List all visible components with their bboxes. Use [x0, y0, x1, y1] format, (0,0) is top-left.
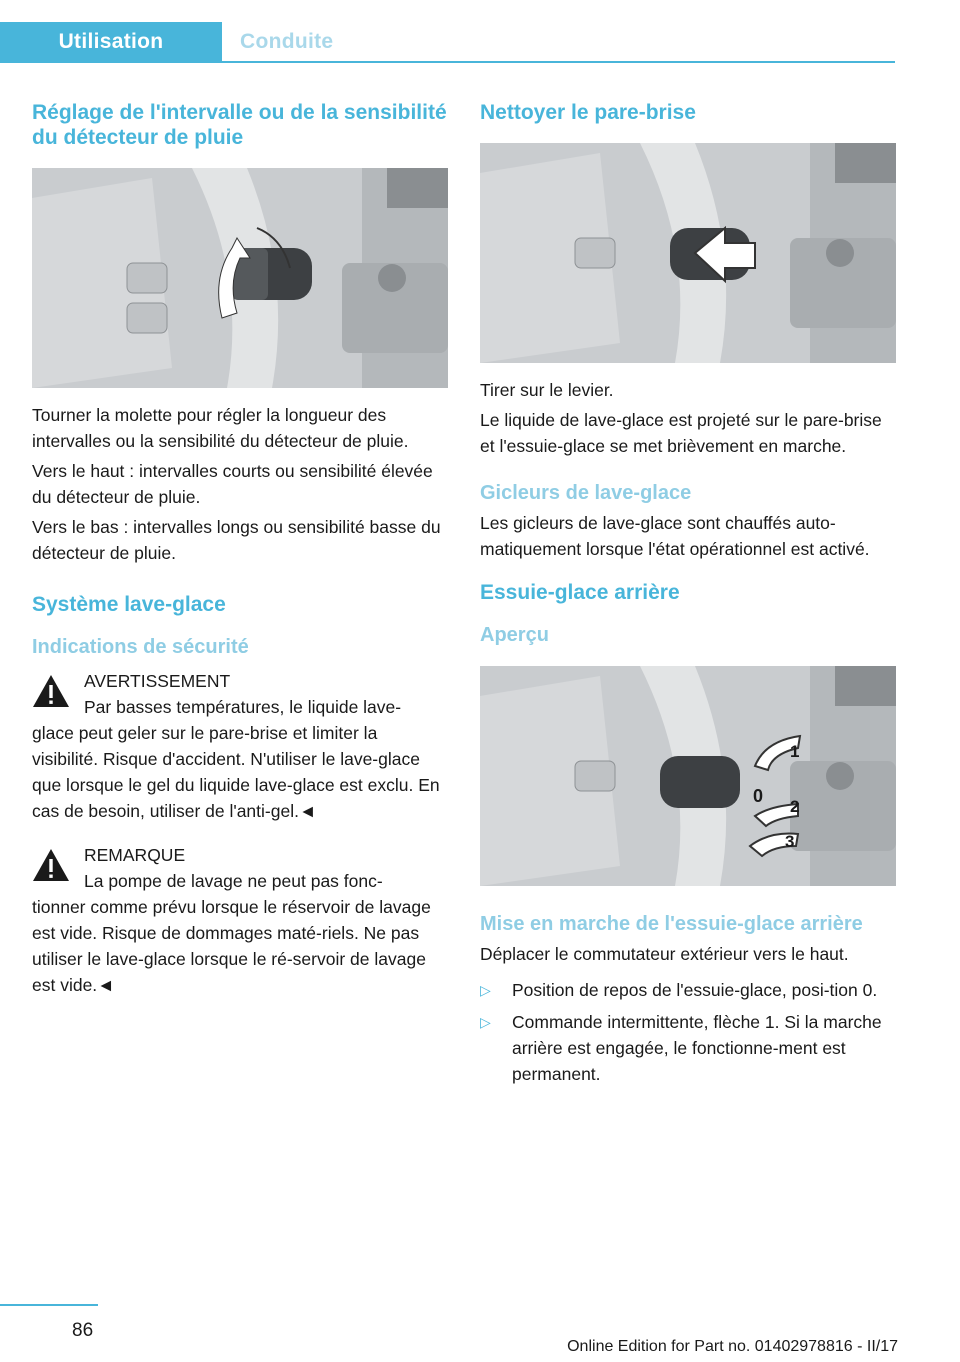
- notice-first-line: La pompe de lavage ne peut pas fonc-: [84, 871, 383, 891]
- figure-label-2: 2: [790, 797, 800, 816]
- subheading-safety: Indications de sécurité: [32, 636, 249, 658]
- list-item-text: Position de repos de l'essuie-glace, posi-tion 0.: [512, 980, 878, 1000]
- paragraph-downwards: Vers le bas : intervalles longs ou sensibilité basse du détecteur de pluie.: [32, 517, 441, 563]
- figure-label-0: 0: [753, 786, 764, 806]
- warning-first-line: Par basses températures, le liquide lave-: [84, 697, 402, 717]
- list-item: [480, 1009, 896, 1087]
- list-item-text: Commande intermittente, flèche 1. Si la marche arrière est engagée, le fonctionne-ment est permanent.: [512, 1012, 882, 1084]
- tab-conduite[interactable]: [240, 22, 333, 62]
- right-column: [480, 100, 896, 1087]
- tab-utilisation[interactable]: [0, 22, 222, 62]
- notice-block: [32, 842, 448, 998]
- triangle-bullet-icon: ▷: [480, 982, 491, 998]
- paragraph-washer-fluid: Le liquide de lave-glace est projeté sur le pare-brise et l'essuie-glace se met brièvement en marche.: [480, 410, 882, 456]
- list-item: [480, 977, 896, 1003]
- warning-title: AVERTISSEMENT: [84, 671, 231, 691]
- paragraph-washer-jets: Les gicleurs de lave-glace sont chauffés auto-matiquement lorsque l'état opérationnel est activé.: [480, 513, 870, 559]
- edition-note: Online Edition for Part no. 01402978816 - II/17: [567, 1338, 898, 1355]
- warning-triangle-icon: [32, 674, 70, 708]
- tab-conduite-label: Conduite: [240, 30, 334, 53]
- subheading-overview: Aperçu: [480, 624, 549, 646]
- photo-rear-wiper-positions: [480, 666, 896, 886]
- subheading-washer-jets: Gicleurs de lave-glace: [480, 482, 692, 504]
- photo-wiper-lever-rotate: [32, 168, 448, 388]
- figure-label-1: 1: [790, 742, 800, 761]
- paragraph-move-switch: Déplacer le commutateur extérieur vers le haut.: [480, 944, 849, 964]
- paragraph-upwards: Vers le haut : intervalles courts ou sensibilité élevée du détecteur de pluie.: [32, 461, 433, 507]
- section-heading-washer-system: Système lave-glace: [32, 593, 226, 616]
- notice-triangle-icon: [32, 848, 70, 882]
- section-heading-rear-wiper: Essuie-glace arrière: [480, 581, 680, 604]
- footer-divider: [0, 1304, 98, 1306]
- figure-label-3: 3: [785, 832, 795, 851]
- page-number: 86: [72, 1320, 94, 1341]
- triangle-bullet-icon: ▷: [480, 1014, 491, 1030]
- paragraph-pull-lever: Tirer sur le levier.: [480, 380, 614, 400]
- section-heading-clean-windscreen: Nettoyer le pare-brise: [480, 101, 696, 124]
- section-heading-interval: Réglage de l'intervalle ou de la sensibilité du détecteur de pluie: [32, 101, 447, 149]
- warning-block: [32, 668, 448, 824]
- header-divider: [0, 61, 895, 63]
- left-column: [32, 100, 448, 998]
- notice-body: tionner comme prévu lorsque le réservoir de lavage est vide. Risque de dommages maté-riels. Ne pas utiliser le lave-glace lorsque le ré-servoir de lavage est vide.◄: [32, 897, 431, 995]
- warning-body: glace peut geler sur le pare-brise et limiter la visibilité. Risque d'accident. N'utiliser le lave-glace que lorsque le gel du liquide lave-glace est exclu. En cas de besoin, utiliser de l'anti-gel.◄: [32, 723, 440, 821]
- paragraph-turn-wheel: Tourner la molette pour régler la longueur des intervalles ou la sensibilité du détecteur de pluie.: [32, 405, 409, 451]
- tab-utilisation-label: Utilisation: [58, 30, 164, 53]
- subheading-switch-on-rear-wiper: Mise en marche de l'essuie-glace arrière: [480, 913, 863, 935]
- photo-wiper-lever-pull: [480, 143, 896, 363]
- notice-title: REMARQUE: [84, 845, 186, 865]
